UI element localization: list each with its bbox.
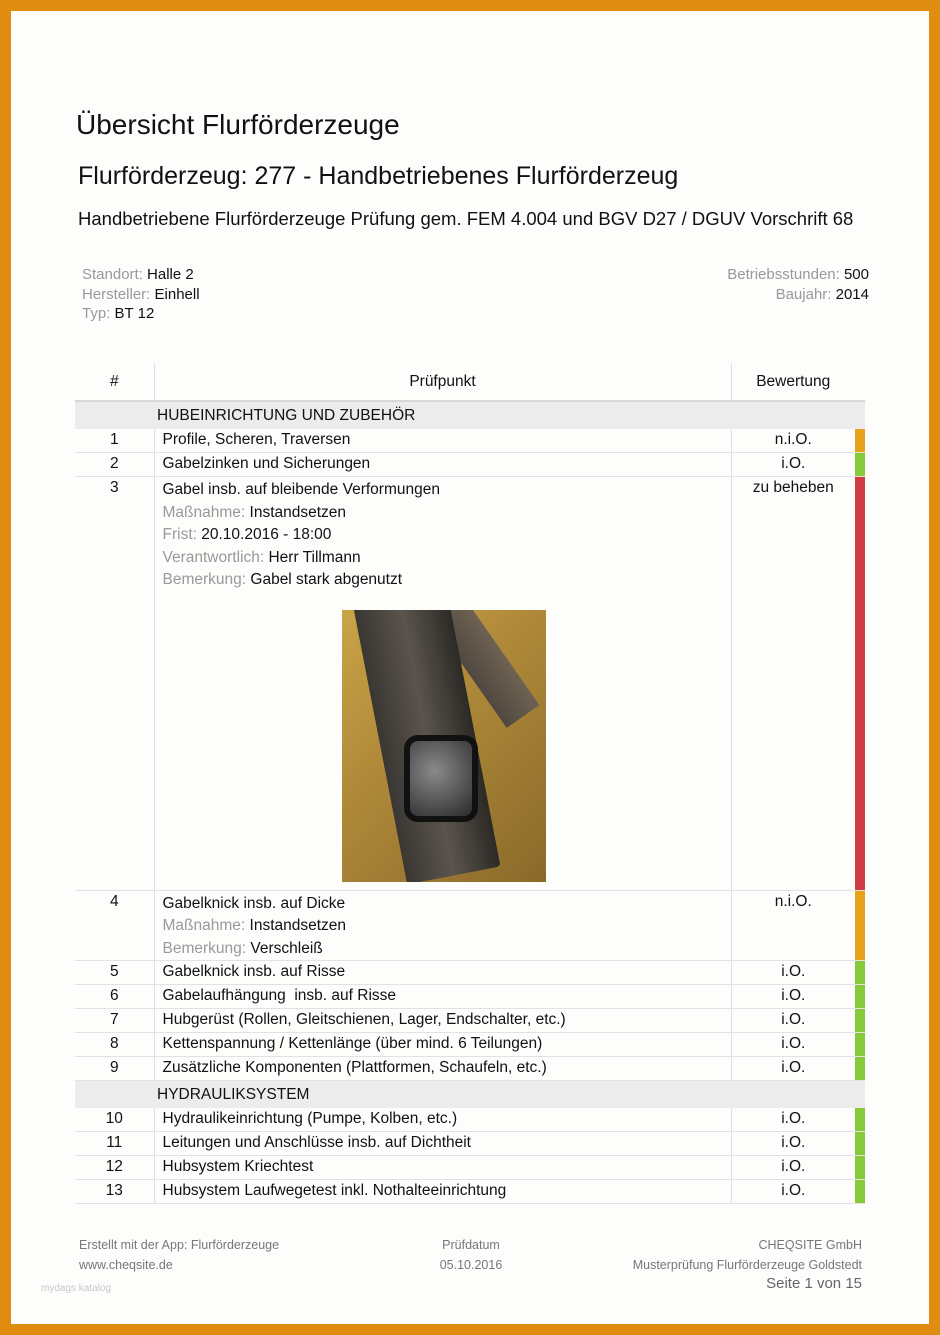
inspection-table — [75, 363, 865, 1204]
footer-inspection-name: Musterprüfung Flurförderzeuge Goldstedt — [632, 1257, 862, 1272]
meta-right — [727, 265, 869, 304]
table-row: 8 Kettenspannung / Kettenlänge (über mind. 6 Teilungen) i.O. — [75, 1033, 865, 1057]
meta-left — [82, 265, 200, 324]
status-bar — [855, 1156, 865, 1180]
footer-app: Erstellt mit der App: Flurförderzeuge — [79, 1238, 280, 1252]
table-row: 2 Gabelzinken und Sicherungen i.O. — [75, 453, 865, 477]
meta-betriebsstunden: Betriebsstunden: 500 — [727, 266, 869, 283]
detail-line: Bemerkung: Verschleiß — [162, 939, 323, 957]
footer-middle — [411, 1236, 531, 1275]
table-row: 6 Gabelaufhängung insb. auf Risse i.O. — [75, 985, 865, 1009]
detail-line: Bemerkung: Gabel stark abgenutzt — [162, 571, 403, 588]
fork-photo — [342, 610, 546, 882]
table-row: 10 Hydraulikeinrichtung (Pumpe, Kolben, etc.) i.O. — [75, 1108, 865, 1132]
section-row — [75, 401, 865, 429]
meta-hersteller: Hersteller: Einhell — [82, 285, 200, 303]
inspection-description: Handbetriebene Flurförderzeuge Prüfung gem. FEM 4.004 und BGV D27 / DGUV Vorschrift 68 — [78, 208, 854, 229]
watermark: mydags katalog — [41, 1283, 112, 1294]
table-row: 4 Gabelknick insb. auf Dicke Maßnahme: Instandsetzen Bemerkung: Verschleiß n.i.O. — [75, 890, 865, 961]
status-bar — [855, 1180, 865, 1204]
status-bar — [855, 429, 865, 453]
status-bar — [855, 961, 865, 985]
table-row: 1 Profile, Scheren, Traversen n.i.O. — [75, 429, 865, 453]
table-row: 5 Gabelknick insb. auf Risse i.O. — [75, 961, 865, 985]
footer-left — [79, 1236, 279, 1275]
detail-line: Maßnahme: Instandsetzen — [162, 917, 347, 934]
table-header — [75, 363, 865, 401]
section-row — [75, 1081, 865, 1109]
footer-date-label: Prüfdatum — [442, 1238, 500, 1252]
detail-line: Frist: 20.10.2016 - 18:00 — [162, 526, 332, 543]
status-bar — [855, 1132, 865, 1156]
status-bar — [855, 1009, 865, 1033]
header-point: Prüfpunkt — [154, 363, 731, 401]
detail-line: Maßnahme: Instandsetzen — [162, 503, 347, 521]
table-row: 9 Zusätzliche Komponenten (Plattformen, Schaufeln, etc.) i.O. — [75, 1057, 865, 1081]
section-title: HUBEINRICHTUNG UND ZUBEHÖR — [154, 401, 865, 429]
footer-right — [633, 1236, 862, 1275]
status-bar — [855, 890, 865, 961]
table-row: 11 Leitungen und Anschlüsse insb. auf Dichtheit i.O. — [75, 1132, 865, 1156]
section-title: HYDRAULIKSYSTEM — [154, 1081, 865, 1109]
table-row: 13 Hubsystem Laufwegetest inkl. Nothalteeinrichtung i.O. — [75, 1180, 865, 1204]
page-title: Übersicht Flurförderzeuge — [76, 109, 400, 140]
status-bar — [855, 1057, 865, 1081]
table-row: 3 Gabel insb. auf bleibende Verformungen Maßnahme: Instandsetzen Frist: 20.10.2016 - 18:00 Verantwortlich: Herr Tillmann Bemerkung: Gabel stark abgenutzt zu beheben — [75, 477, 865, 891]
footer-company: CHEQSITE GmbH — [758, 1238, 862, 1252]
status-bar — [855, 477, 865, 891]
header-rating: Bewertung — [731, 363, 855, 401]
table-row: 12 Hubsystem Kriechtest i.O. — [75, 1156, 865, 1180]
page-number: Seite 1 von 15 — [766, 1275, 862, 1292]
header-num: # — [75, 363, 154, 401]
vehicle-title: Flurförderzeug: 277 - Handbetriebenes Flurförderzeug — [78, 162, 679, 190]
status-bar — [855, 1108, 865, 1132]
header-bar — [855, 363, 865, 401]
status-bar — [855, 453, 865, 477]
table-row: 7 Hubgerüst (Rollen, Gleitschienen, Lager, Endschalter, etc.) i.O. — [75, 1009, 865, 1033]
detail-line: Verantwortlich: Herr Tillmann — [162, 548, 361, 566]
footer-date: 05.10.2016 — [439, 1257, 503, 1272]
meta-baujahr: Baujahr: 2014 — [775, 285, 869, 303]
status-bar — [855, 1033, 865, 1057]
footer-website-link[interactable]: www.cheqsite.de — [79, 1257, 173, 1272]
document-page — [11, 11, 929, 1324]
meta-typ: Typ: BT 12 — [82, 305, 155, 322]
status-bar — [855, 985, 865, 1009]
meta-standort: Standort: Halle 2 — [82, 266, 194, 283]
